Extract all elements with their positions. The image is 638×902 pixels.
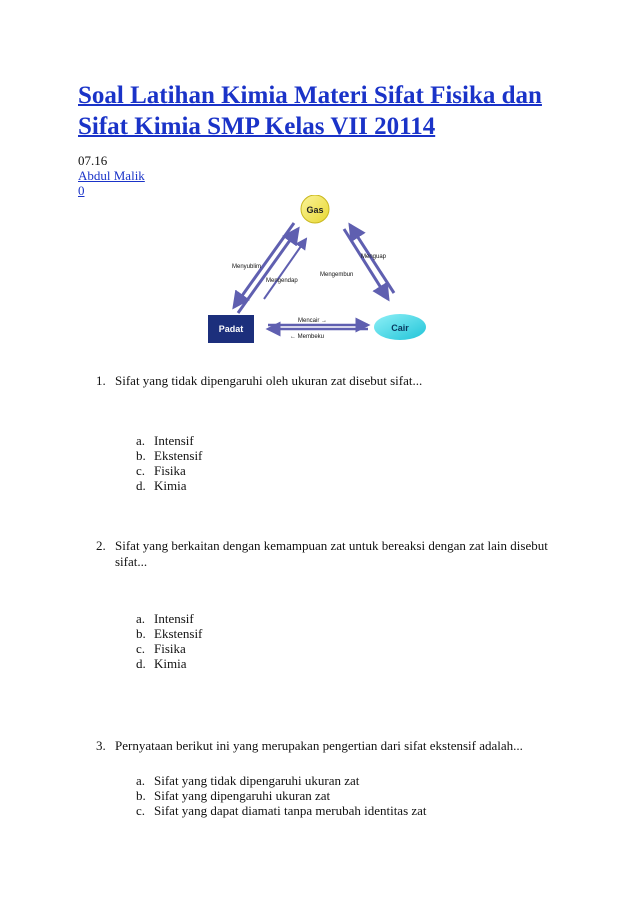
membeku-label: ← Membeku <box>290 334 325 340</box>
mencair-label: Mencair → <box>298 318 328 324</box>
question-number: 1. <box>96 373 106 388</box>
question-2-options <box>136 611 202 671</box>
author-link[interactable]: Abdul Malik <box>78 168 145 183</box>
option-letter: a. <box>136 611 146 626</box>
option-item <box>136 611 202 626</box>
padat-label: Padat <box>218 324 244 334</box>
option-letter: c. <box>136 803 146 818</box>
option-text: Ekstensif <box>154 626 203 641</box>
option-text: Intensif <box>154 611 194 626</box>
question-2 <box>96 538 556 570</box>
option-text: Sifat yang tidak dipengaruhi ukuran zat <box>154 773 360 788</box>
option-item <box>136 803 427 818</box>
option-letter: b. <box>136 626 146 641</box>
option-letter: a. <box>136 773 146 788</box>
option-text: Kimia <box>154 478 187 493</box>
post-time: 07.16 <box>78 153 108 168</box>
option-text: Kimia <box>154 656 187 671</box>
option-text: Sifat yang dapat diamati tanpa merubah identitas zat <box>154 803 427 818</box>
option-text: Ekstensif <box>154 448 203 463</box>
option-letter: d. <box>136 656 146 671</box>
option-letter: c. <box>136 463 146 478</box>
cair-label: Cair <box>391 323 409 333</box>
question-text: Pernyataan berikut ini yang merupakan pengertian dari sifat ekstensif adalah... <box>115 738 523 753</box>
question-1-options <box>136 433 202 493</box>
menyublim-label: Menyublim <box>232 264 262 270</box>
question-1 <box>96 373 556 389</box>
comments-count-link[interactable]: 0 <box>78 183 85 198</box>
states-of-matter-diagram <box>208 195 430 343</box>
question-text: Sifat yang berkaitan dengan kemampuan zat untuk bereaksi dengan zat lain disebut sifat... <box>115 538 548 569</box>
option-letter: d. <box>136 478 146 493</box>
question-3-options <box>136 773 427 818</box>
option-item <box>136 448 202 463</box>
option-letter: c. <box>136 641 146 656</box>
option-item <box>136 773 427 788</box>
option-text: Fisika <box>154 463 186 478</box>
question-text: Sifat yang tidak dipengaruhi oleh ukuran zat disebut sifat... <box>115 373 423 388</box>
gas-label: Gas <box>306 205 324 215</box>
question-number: 2. <box>96 538 106 553</box>
mengembun-label: Mengembun <box>320 272 354 278</box>
option-letter: b. <box>136 448 146 463</box>
option-text: Sifat yang dipengaruhi ukuran zat <box>154 788 331 803</box>
option-text: Intensif <box>154 433 194 448</box>
option-item <box>136 463 202 478</box>
option-letter: b. <box>136 788 146 803</box>
option-text: Fisika <box>154 641 186 656</box>
option-item <box>136 656 202 671</box>
option-item <box>136 433 202 448</box>
question-3 <box>96 738 556 754</box>
option-item <box>136 478 202 493</box>
option-item <box>136 788 427 803</box>
option-item <box>136 626 202 641</box>
option-letter: a. <box>136 433 146 448</box>
question-number: 3. <box>96 738 106 753</box>
mengendap-label: Mengendap <box>266 278 298 284</box>
menguap-label: Menguap <box>361 254 387 260</box>
post-title[interactable]: Soal Latihan Kimia Materi Sifat Fisika dan Sifat Kimia SMP Kelas VII 20114 <box>78 82 542 140</box>
option-item <box>136 641 202 656</box>
